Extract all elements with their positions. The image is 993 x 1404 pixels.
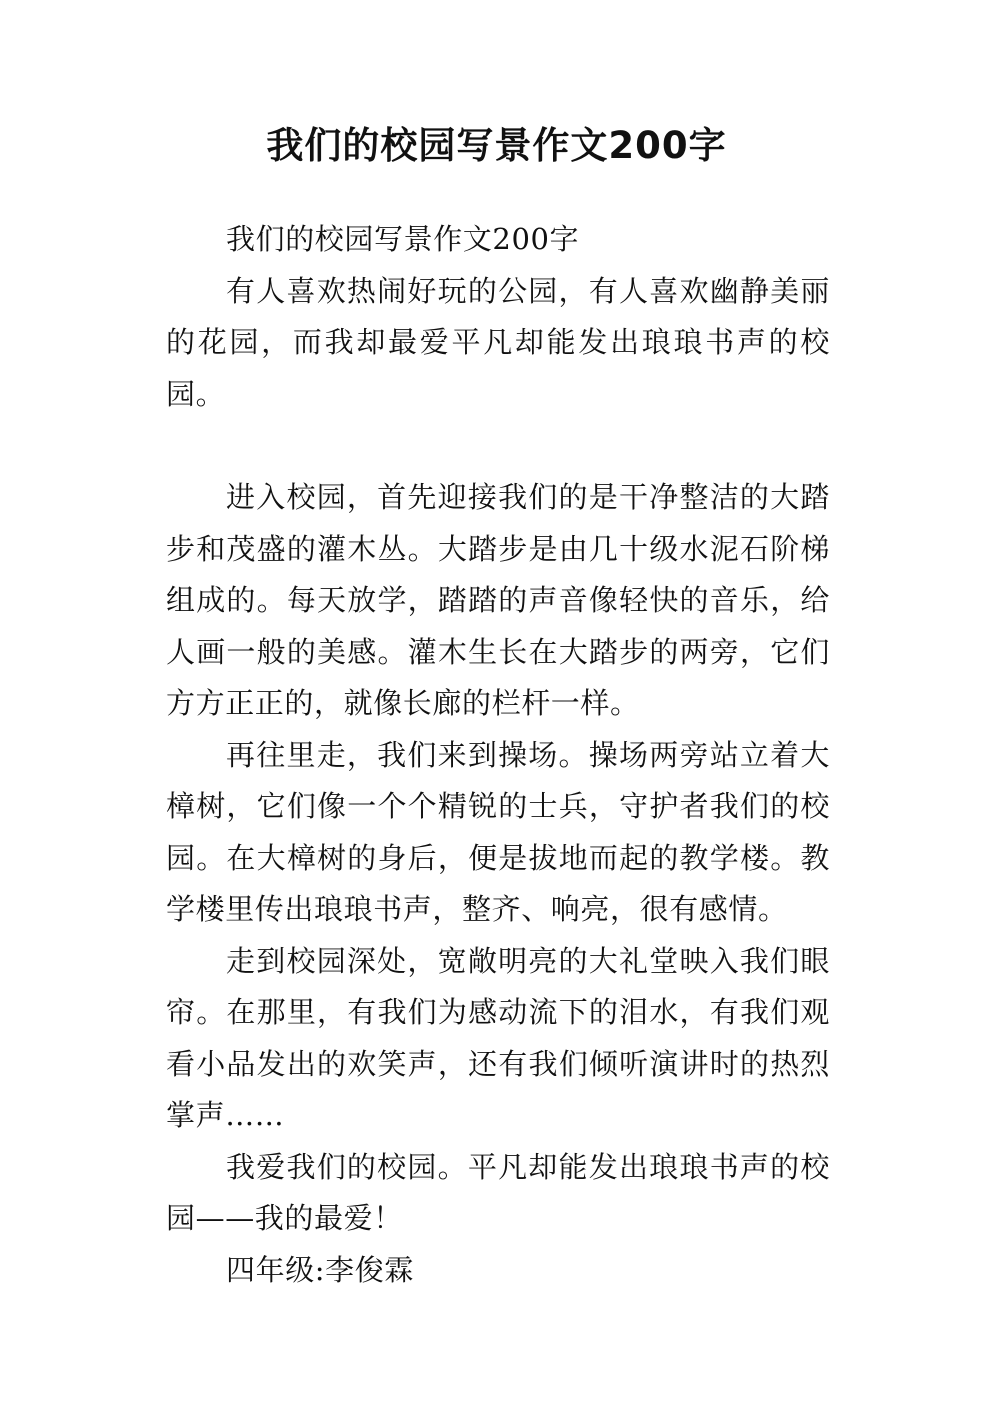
author-signature: 四年级:李俊霖 (226, 1252, 414, 1287)
document-body (166, 214, 830, 1296)
paragraph-playground: 再往里走，我们来到操场。操场两旁站立着大樟树，它们像一个个精锐的士兵，守护者我们的校园。在大樟树的身后，便是拔地而起的教学楼。教学楼里传出琅琅书声，整齐、响亮，很有感情。 (166, 737, 830, 926)
paragraph-conclusion: 我爱我们的校园。平凡却能发出琅琅书声的校园——我的最爱！ (166, 1149, 830, 1235)
document-title: 我们的校园写景作文200字 (266, 124, 727, 167)
paragraph-intro: 有人喜欢热闹好玩的公园，有人喜欢幽静美丽的花园，而我却最爱平凡却能发出琅琅书声的校园。 (166, 273, 830, 411)
paragraph-spacer (166, 420, 830, 472)
subtitle-line: 我们的校园写景作文200字 (226, 222, 580, 256)
paragraph-auditorium: 走到校园深处，宽敞明亮的大礼堂映入我们眼帘。在那里，有我们为感动流下的泪水，有我们观看小品发出的欢笑声，还有我们倾听演讲时的热烈掌声…… (166, 943, 830, 1132)
paragraph-entrance: 进入校园，首先迎接我们的是干净整洁的大踏步和茂盛的灌木丛。大踏步是由几十级水泥石阶梯组成的。每天放学，踏踏的声音像轻快的音乐，给人画一般的美感。灌木生长在大踏步的两旁，它们方方正正的，就像长廊的栏杆一样。 (166, 480, 830, 720)
